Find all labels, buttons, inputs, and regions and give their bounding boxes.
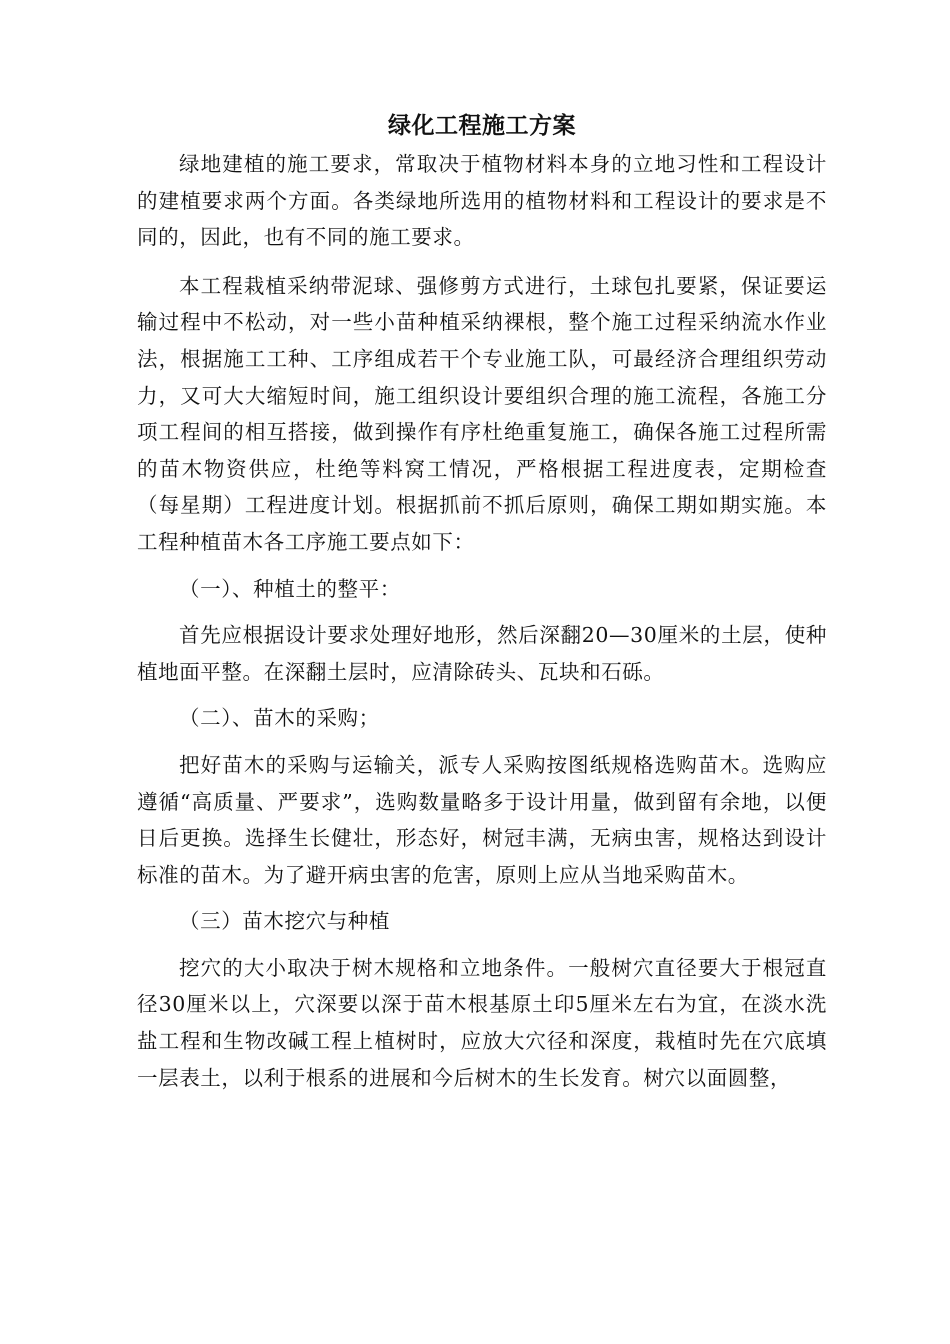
paragraph-intro: 绿地建植的施工要求，常取决于植物材料本身的立地习性和工程设计的建植要求两个方面。各类绿地所选用的植物材料和工程设计的要求是不同的，因此，也有不同的施工要求。 [137,152,827,250]
section-heading-seedling-purchase: （二）、苗木的采购； [179,706,380,731]
document-title: 绿化工程施工方案 [388,112,576,139]
paragraph-soil-leveling: 首先应根据设计要求处理好地形，然后深翻20—30厘米的土层，使种植地面平整。在深翻土层时，应清除砖头、瓦块和石砾。 [137,623,827,684]
section-heading-digging-planting: （三）苗木挖穴与种植 [179,909,390,934]
paragraph-method: 本工程栽植采纳带泥球、强修剪方式进行，土球包扎要紧，保证要运输过程中不松动，对一些小苗种植采纳裸根，整个施工过程采纳流水作业法，根据施工工种、工序组成若干个专业施工队，可最经济合理组织劳动力，又可大大缩短时间，施工组织设计要组织合理的施工流程，各施工分项工程间的相互搭接，做到操作有序杜绝重复施工，确保各施工过程所需的苗木物资供应，杜绝等料窝工情况，严格根据工程进度表，定期检查（每星期）工程进度计划。根据抓前不抓后原则，确保工期如期实施。本工程种植苗木各工序施工要点如下： [137,273,827,554]
section-heading-soil-leveling: （一）、种植土的整平： [179,576,401,601]
paragraph-digging-planting: 挖穴的大小取决于树木规格和立地条件。一般树穴直径要大于根冠直径30厘米以上，穴深要以深于苗木根基原土印5厘米左右为宜，在淡水洗盐工程和生物改碱工程上植树时，应放大穴径和深度，栽植时先在穴底填一层表土，以利于根系的进展和今后树木的生长发育。树穴以面圆整， [137,955,827,1090]
paragraph-seedling-purchase: 把好苗木的采购与运输关，派专人采购按图纸规格选购苗木。选购应遵循“高质量、严要求”，选购数量略多于设计用量，做到留有余地，以便日后更换。选择生长健壮，形态好，树冠丰满，无病虫害，规格达到设计标准的苗木。为了避开病虫害的危害，原则上应从当地采购苗木。 [137,752,827,887]
